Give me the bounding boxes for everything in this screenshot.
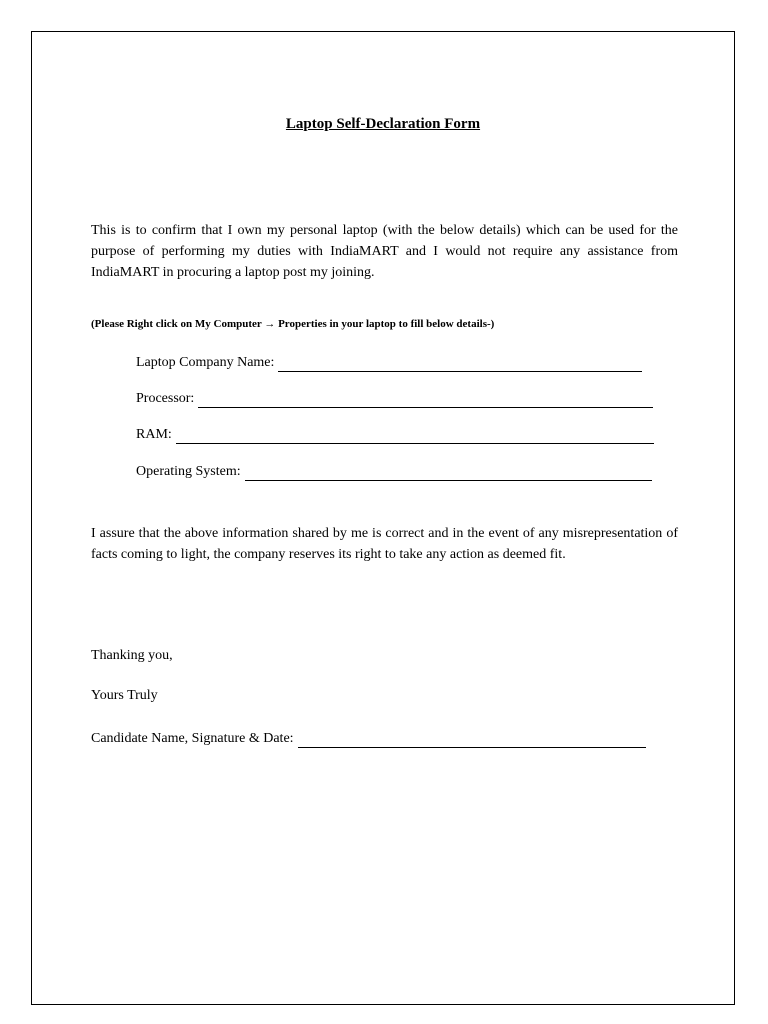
- thanks-text: Thanking you,: [91, 648, 173, 663]
- field-laptop-company: [136, 354, 642, 372]
- field-label: RAM:: [136, 427, 172, 442]
- field-ram: [136, 426, 654, 444]
- assurance-paragraph: I assure that the above information shared by me is correct and in the event of any misrepresentation of facts coming to light, the company reserves its right to take any action as deemed fit.: [91, 526, 678, 562]
- processor-input[interactable]: [198, 395, 653, 408]
- laptop-company-input[interactable]: [278, 359, 642, 372]
- operating-system-input[interactable]: [245, 468, 652, 481]
- ram-input[interactable]: [176, 431, 654, 444]
- field-processor: [136, 390, 653, 408]
- form-title: Laptop Self-Declaration Form: [285, 116, 481, 132]
- regards-text: Yours Truly: [91, 688, 158, 703]
- form-page: [31, 31, 735, 1005]
- field-label: Laptop Company Name:: [136, 355, 275, 370]
- signature-label: Candidate Name, Signature & Date:: [91, 731, 294, 746]
- instruction-note: (Please Right click on My Computer → Properties in your laptop to fill below details-): [91, 318, 495, 330]
- signature-row: [91, 730, 646, 748]
- intro-paragraph: This is to confirm that I own my personal laptop (with the below details) which can be used for the purpose of performing my duties with IndiaMART and I would not require any assistance from IndiaMART in procuring a laptop post my joining.: [91, 223, 678, 280]
- field-label: Processor:: [136, 391, 195, 406]
- field-operating-system: [136, 463, 652, 481]
- field-label: Operating System:: [136, 464, 241, 479]
- signature-input[interactable]: [298, 735, 646, 748]
